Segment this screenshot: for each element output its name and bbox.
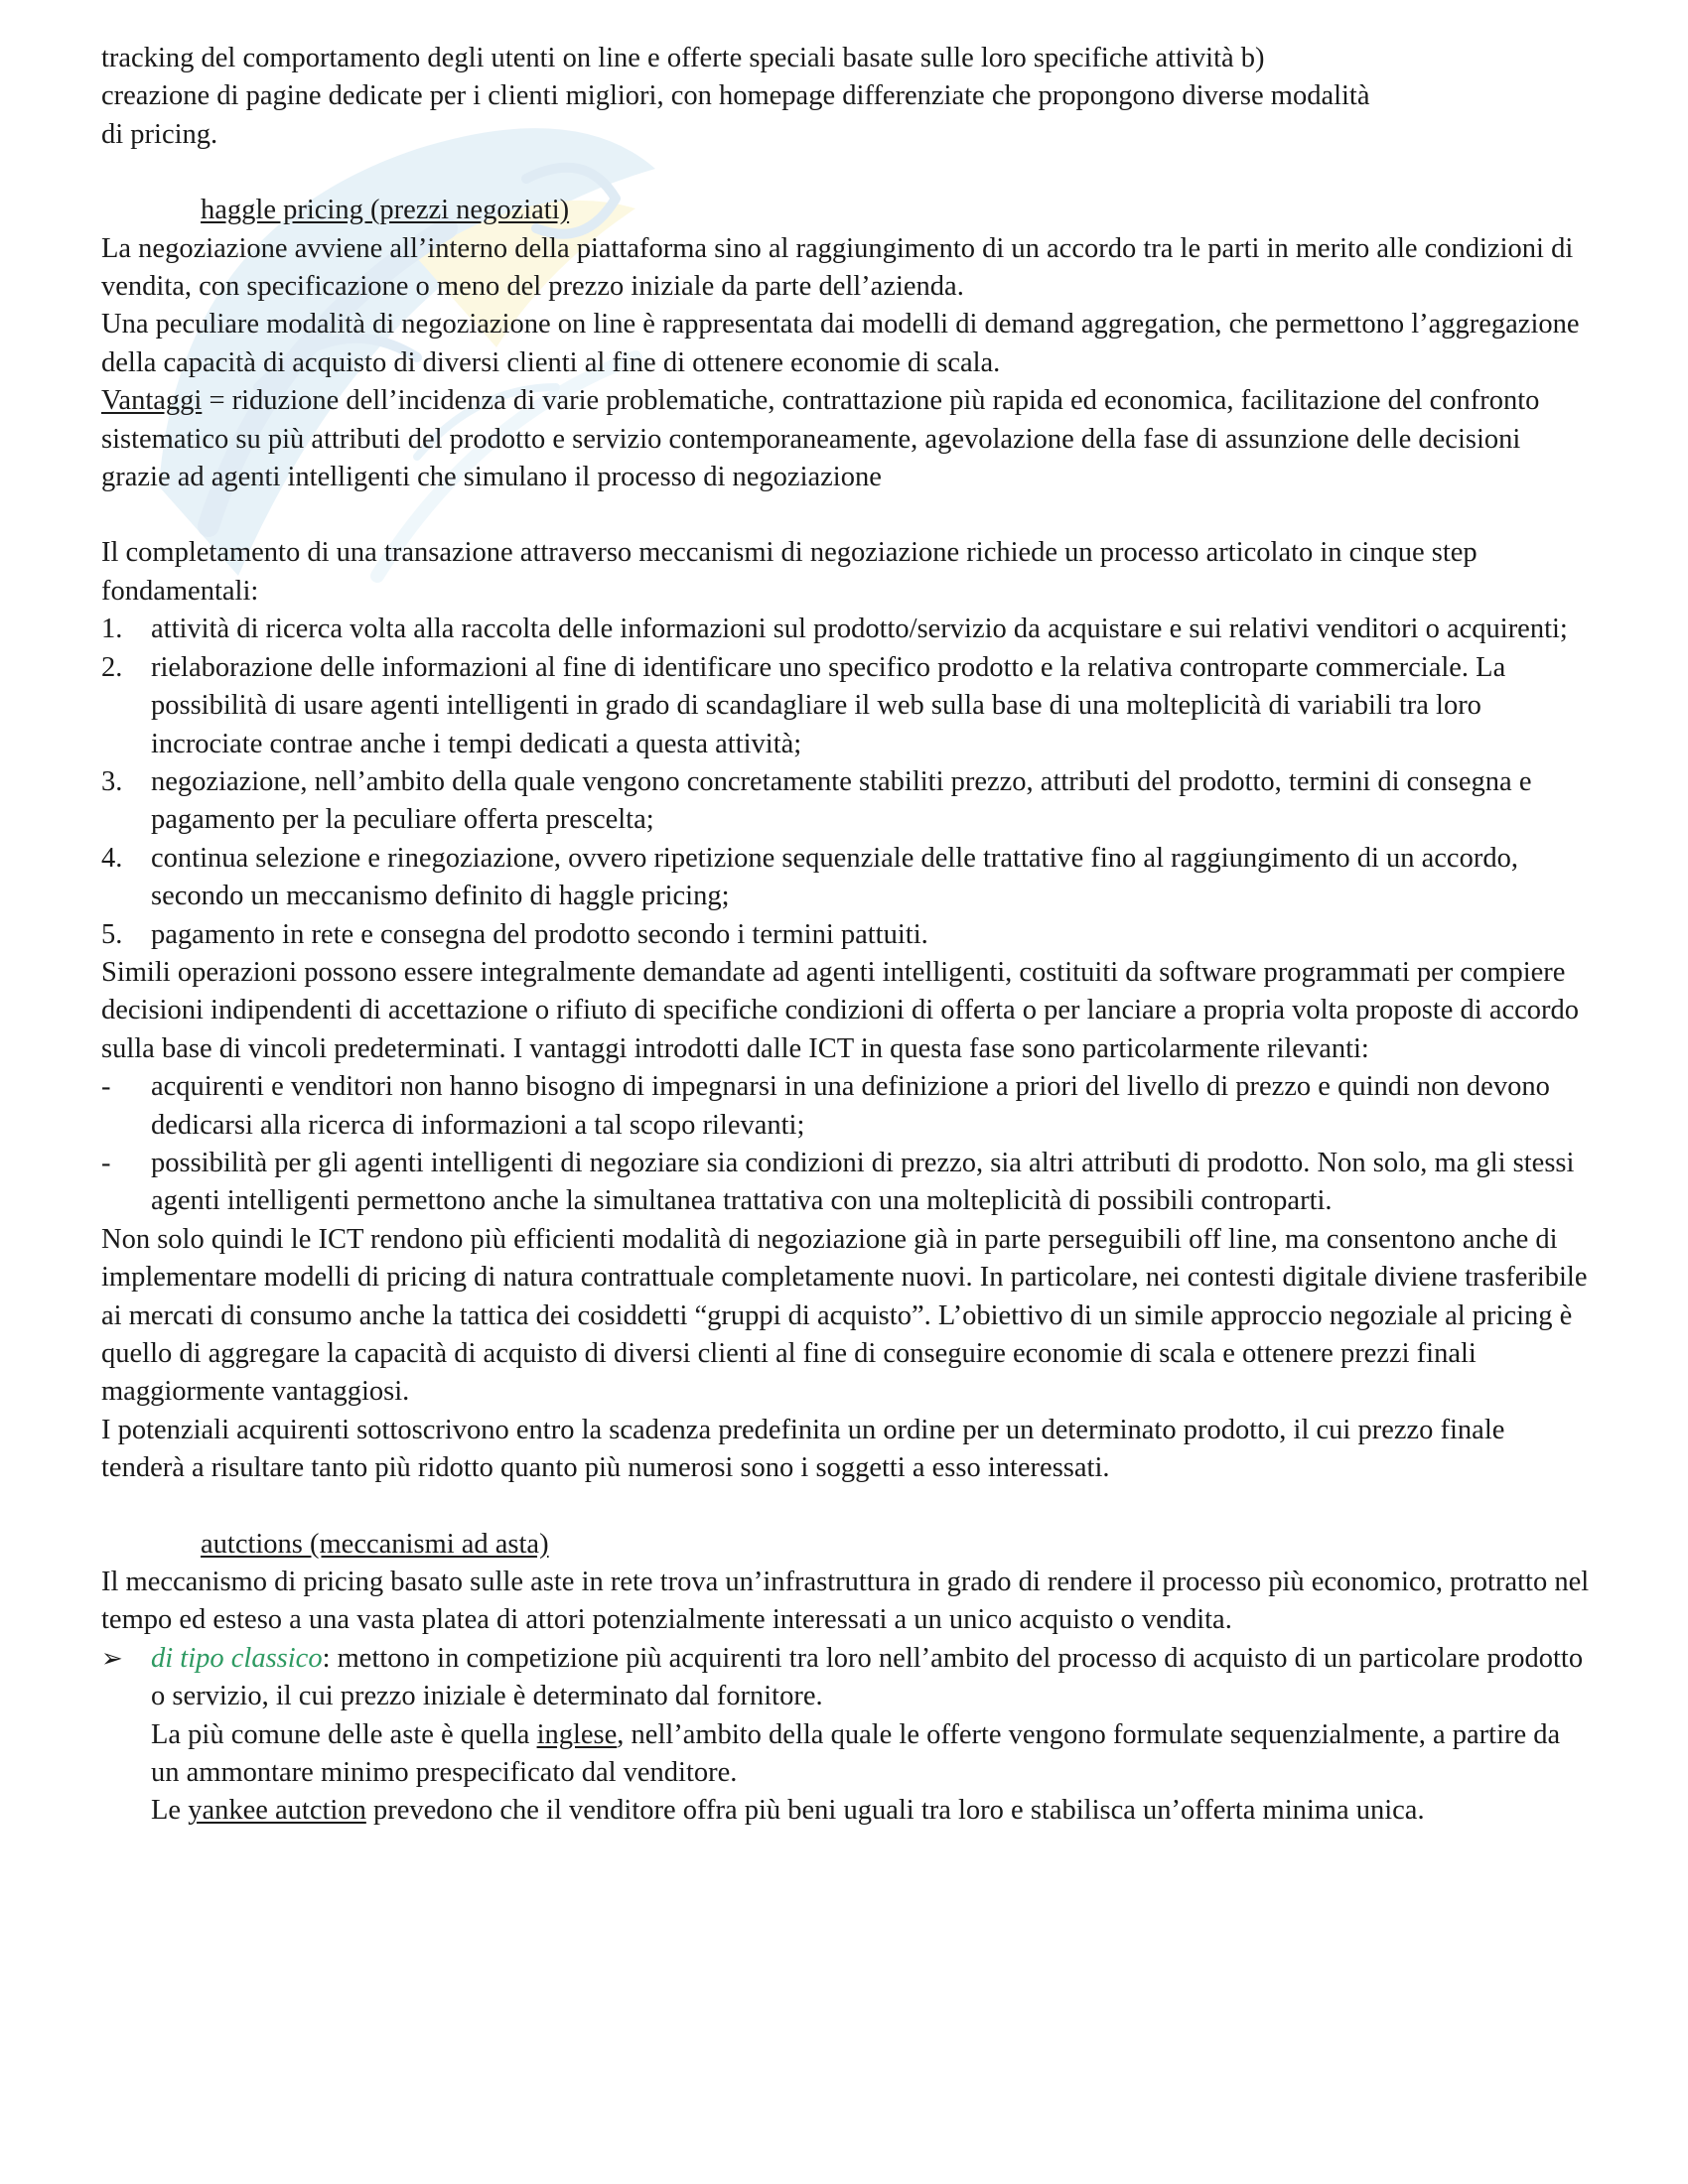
intro-line-2: creazione di pagine dedicate per i clienti migliori, con homepage differenziate che propongono diverse modalità bbox=[101, 80, 1370, 112]
english-auction-text bbox=[151, 1716, 1591, 1793]
list-item bbox=[101, 916, 1591, 954]
advantages-list bbox=[101, 1068, 1591, 1221]
arrow-bullet-icon: ➢ bbox=[101, 1643, 123, 1673]
english-post: , nell’ambito della quale le offerte vengono formulate sequenzialmente, a partire da un ammontare minimo prespecificato dal venditore. bbox=[151, 1718, 1561, 1789]
list-item-text: negoziazione, nell’ambito della quale vengono concretamente stabiliti prezzo, attributi del prodotto, termini di consegna e pagamento per la peculiare offerta prescelta; bbox=[151, 765, 1532, 836]
classic-auction-text bbox=[151, 1640, 1591, 1716]
vantaggi-label: Vantaggi bbox=[101, 385, 203, 417]
auctions-paragraph-1: Il meccanismo di pricing basato sulle aste in rete trova un’infrastruttura in grado di rendere il processo più economico, protratto nel tempo ed esteso a una vasta platea di attori potenzialmente interessati a un unico acquisto o vendita. bbox=[101, 1567, 1590, 1636]
haggle-heading-line bbox=[101, 192, 1591, 229]
haggle-paragraph-5: I potenziali acquirenti sottoscrivono entro la scadenza predefinita un ordine per un determinato prodotto, il cui prezzo finale tenderà a risultare tanto più ridotto quanto più numerosi sono i soggetti a esso interessati. bbox=[101, 1414, 1505, 1484]
english-term: inglese bbox=[536, 1718, 618, 1750]
auctions-heading-line bbox=[101, 1526, 1591, 1564]
list-number: 3. bbox=[101, 765, 123, 797]
steps-list bbox=[101, 611, 1591, 954]
haggle-paragraph-2: Una peculiare modalità di negoziazione on line è rappresentata dai modelli di demand aggregation, che permettono l’aggregazione della capacità di acquisto di diversi clienti al fine di ottenere economie di scala. bbox=[101, 309, 1580, 378]
list-item-text: acquirenti e venditori non hanno bisogno di impegnarsi in una definizione a priori del livello di prezzo e quindi non devono dedicarsi alla ricerca di informazioni a tal scopo rilevanti; bbox=[151, 1071, 1550, 1141]
intro-line-3: di pricing. bbox=[101, 118, 218, 150]
english-pre: La più comune delle aste è quella bbox=[151, 1718, 537, 1750]
yankee-pre: Le bbox=[151, 1795, 189, 1827]
list-item bbox=[101, 649, 1591, 763]
haggle-paragraph-1: La negoziazione avviene all’interno della piattaforma sino al raggiungimento di un accordo tra le parti in merito alle condizioni di vendita, con specificazione o meno del prezzo iniziale da parte dell’azienda. bbox=[101, 232, 1574, 303]
list-item bbox=[101, 840, 1591, 916]
yankee-auction-text bbox=[151, 1792, 1591, 1830]
haggle-paragraph-4: Non solo quindi le ICT rendono più efficienti modalità di negoziazione già in parte perseguibili off line, ma consentono anche di implementare modelli di pricing di natura contrattuale completamente nuovi. In particolare, nei contesti digitale diviene trasferibile ai mercati di consumo anche la tattica dei cosiddetti “gruppi di acquisto”. L’obiettivo di un simile approccio negoziale al pricing è quello di aggregare la capacità di acquisto di diversi clienti al fine di conseguire economie di scala e ottenere prezzi finali maggiormente vantaggiosi. bbox=[101, 1223, 1588, 1408]
list-item bbox=[101, 763, 1591, 840]
list-item-text: continua selezione e rinegoziazione, ovvero ripetizione sequenziale delle trattative fino al raggiungimento di un accordo, secondo un meccanismo definito di haggle pricing; bbox=[151, 842, 1518, 912]
document-page bbox=[101, 40, 1591, 1831]
list-number: 5. bbox=[101, 918, 123, 950]
classic-auction-item bbox=[101, 1640, 1591, 1831]
yankee-post: prevedono che il venditore offra più beni uguali tra loro e stabilisca un’offerta minima unica. bbox=[365, 1795, 1425, 1827]
dash-bullet: - bbox=[101, 1071, 111, 1103]
list-item bbox=[101, 611, 1591, 648]
dash-bullet: - bbox=[101, 1147, 111, 1178]
list-item-text: attività di ricerca volta alla raccolta delle informazioni sul prodotto/servizio da acquistare e sui relativi venditori o acquirenti; bbox=[151, 614, 1568, 645]
steps-intro: Il completamento di una transazione attraverso meccanismi di negoziazione richiede un processo articolato in cinque step fondamentali: bbox=[101, 537, 1477, 607]
auctions-heading: autctions (meccanismi ad asta) bbox=[201, 1528, 549, 1560]
yankee-term: yankee autction bbox=[188, 1795, 366, 1827]
haggle-paragraph-3: Simili operazioni possono essere integralmente demandate ad agenti intelligenti, costituiti da software programmati per compiere decisioni indipendenti di accettazione o rifiuto di specifiche condizioni di offerta o per lanciare a propria volta proposte di accordo sulla base di vincoli predeterminati. I vantaggi introdotti dalle ICT in questa fase sono particolarmente rilevanti: bbox=[101, 956, 1580, 1064]
haggle-heading: haggle pricing (prezzi negoziati) bbox=[201, 195, 570, 226]
list-item-text: possibilità per gli agenti intelligenti di negoziare sia condizioni di prezzo, sia altri attributi di prodotto. Non solo, ma gli stessi agenti intelligenti permettono anche la simultanea trattativa con una molteplicità di possibili controparti. bbox=[151, 1147, 1575, 1217]
vantaggi-text: = riduzione dell’incidenza di varie problematiche, contrattazione più rapida ed economica, facilitazione del confronto sistematico su più attributi del prodotto e servizio contemporaneamente, agevolazione della fase di assunzione delle decisioni grazie ad agenti intelligenti che simulano il processo di negoziazione bbox=[101, 385, 1540, 493]
list-item-text: pagamento in rete e consegna del prodotto secondo i termini pattuiti. bbox=[151, 918, 928, 950]
classic-label: di tipo classico bbox=[151, 1642, 323, 1674]
haggle-pricing-section bbox=[101, 192, 1591, 1487]
list-item bbox=[101, 1145, 1591, 1221]
vantaggi-paragraph bbox=[101, 382, 1591, 496]
list-item-text: rielaborazione delle informazioni al fine di identificare uno specifico prodotto e la relativa controparte commerciale. La possibilità di usare agenti intelligenti in grado di scandagliare il web sulla base di una molteplicità di variabili tra loro incrociate contrae anche i tempi dedicati a questa attività; bbox=[151, 651, 1506, 759]
list-number: 2. bbox=[101, 651, 123, 683]
list-number: 4. bbox=[101, 842, 123, 874]
list-item bbox=[101, 1068, 1591, 1145]
classic-description: : mettono in competizione più acquirenti tra loro nell’ambito del processo di acquisto di un particolare prodotto o servizio, il cui prezzo iniziale è determinato dal fornitore. bbox=[151, 1642, 1584, 1712]
intro-continuation bbox=[101, 40, 1591, 154]
list-number: 1. bbox=[101, 614, 123, 645]
auctions-section bbox=[101, 1526, 1591, 1831]
intro-line-1: tracking del comportamento degli utenti on line e offerte speciali basate sulle loro specifiche attività b) bbox=[101, 43, 1265, 73]
